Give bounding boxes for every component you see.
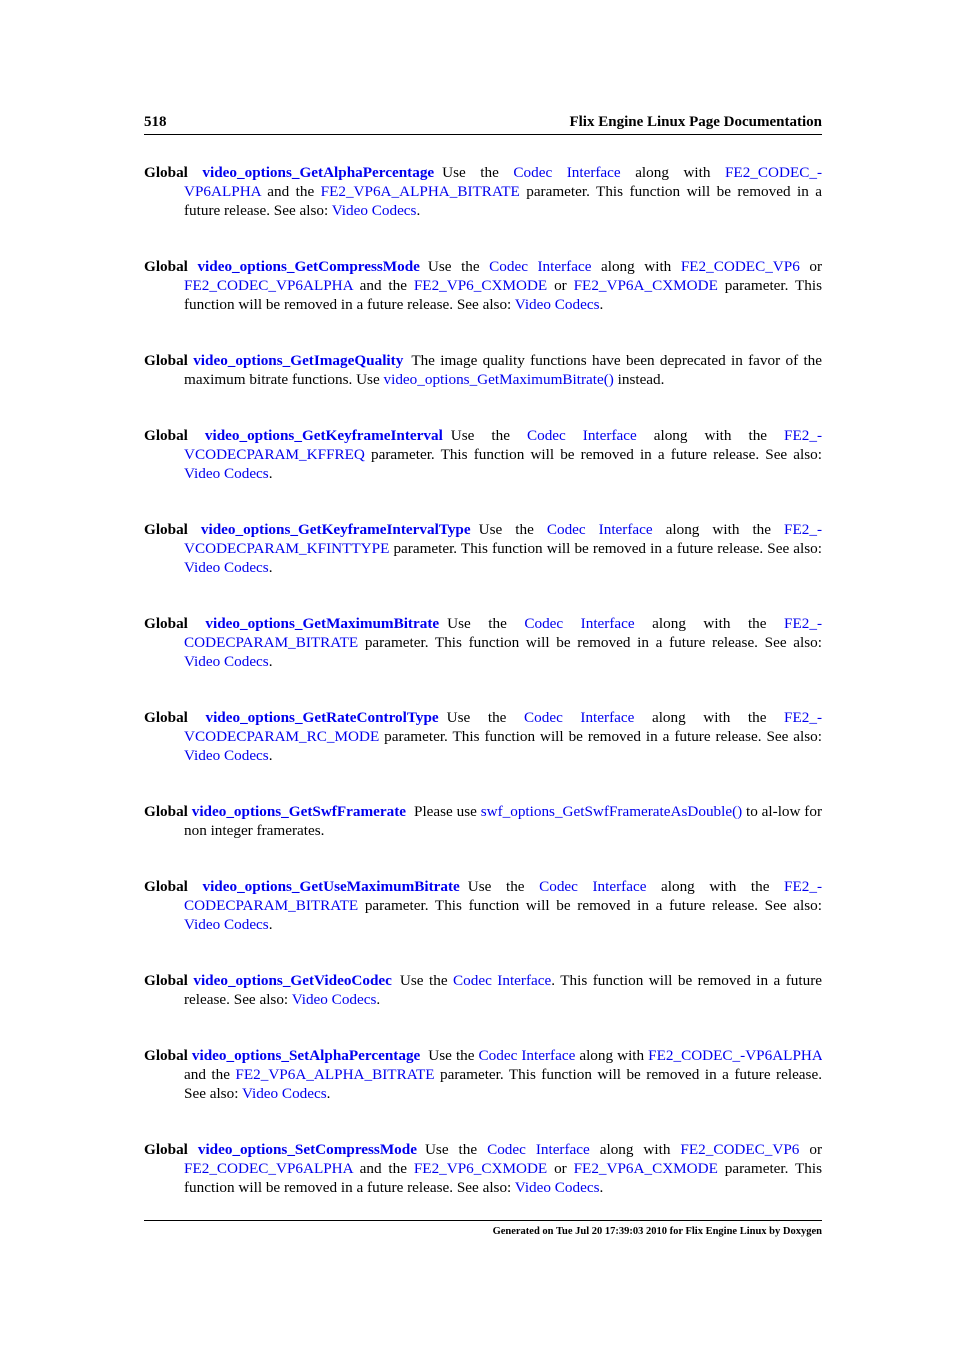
function-link[interactable]: video_options_GetKeyframeIntervalType xyxy=(200,521,471,538)
text: parameter. This function will be removed in a future release. See also: xyxy=(358,897,822,914)
param-link[interactable]: FE2_-VCODECPARAM_KFFREQ xyxy=(184,427,822,463)
page-header xyxy=(144,112,822,135)
entry-get-swf-framerate xyxy=(144,802,822,877)
text: Use the xyxy=(447,615,525,632)
codec-interface-link[interactable]: Codec Interface xyxy=(453,972,552,989)
function-link[interactable]: video_options_GetKeyframeInterval xyxy=(204,427,443,444)
codec-interface-link[interactable]: Codec Interface xyxy=(524,709,635,726)
function-link[interactable]: video_options_GetImageQuality xyxy=(193,352,404,369)
param-link[interactable]: FE2_CODEC_-VP6ALPHA xyxy=(184,164,822,200)
text: parameter. This function will be removed in a future release. See also: xyxy=(379,728,822,745)
codec-interface-link[interactable]: Codec Interface xyxy=(546,521,653,538)
video-codecs-link[interactable]: Video Codecs xyxy=(184,465,269,482)
text: . xyxy=(268,465,273,482)
param-link[interactable]: FE2_VP6A_ALPHA_BITRATE xyxy=(320,183,520,200)
entry-get-compress-mode xyxy=(144,257,822,351)
function-link[interactable]: video_options_GetAlphaPercentage xyxy=(202,164,435,181)
text: Use the xyxy=(399,972,454,989)
param-link[interactable]: FE2_VP6A_CXMODE xyxy=(573,277,718,294)
codec-interface-link[interactable]: Codec Interface xyxy=(526,427,637,444)
text: or xyxy=(799,258,822,275)
text: Use the xyxy=(424,1141,488,1158)
maximum-bitrate-link[interactable]: video_options_GetMaximumBitrate() xyxy=(383,371,614,388)
text: . xyxy=(599,1179,604,1196)
text: or xyxy=(547,1160,574,1177)
global-label: Global xyxy=(144,258,188,275)
text: Use the xyxy=(427,258,490,275)
text: . xyxy=(376,991,381,1008)
swf-framerate-link[interactable]: swf_options_GetSwfFramerateAsDouble() xyxy=(480,803,743,820)
global-label: Global xyxy=(144,352,188,369)
param-link[interactable]: FE2_VP6_CXMODE xyxy=(413,277,548,294)
text: . xyxy=(268,747,273,764)
codec-interface-link[interactable]: Codec Interface xyxy=(489,258,592,275)
text: Use the xyxy=(450,427,527,444)
entry-get-image-quality xyxy=(144,351,822,426)
video-codecs-link[interactable]: Video Codecs xyxy=(331,202,417,219)
global-label: Global xyxy=(144,1047,188,1064)
text: The image quality functions have been deprecated in favor of the maximum bitrate functions. Use xyxy=(184,352,822,388)
global-label: Global xyxy=(144,803,188,820)
global-label: Global xyxy=(144,878,188,895)
param-link[interactable]: FE2_VP6A_ALPHA_BITRATE xyxy=(235,1066,435,1083)
codec-interface-link[interactable]: Codec Interface xyxy=(513,164,621,181)
video-codecs-link[interactable]: Video Codecs xyxy=(184,916,269,933)
function-link[interactable]: video_options_GetSwfFramerate xyxy=(191,803,406,820)
codec-interface-link[interactable]: Codec Interface xyxy=(487,1141,590,1158)
global-label: Global xyxy=(144,164,188,181)
entry-get-use-maximum-bitrate xyxy=(144,877,822,971)
text: and the xyxy=(352,1160,414,1177)
text: and the xyxy=(352,277,414,294)
page-footer: Generated on Tue Jul 20 17:39:03 2010 for Flix Engine Linux by Doxygen xyxy=(144,1220,822,1237)
text: or xyxy=(799,1141,822,1158)
text: to al-low for non integer framerates. xyxy=(184,803,822,839)
text: . This function will be removed in a future release. See also: xyxy=(184,972,822,1008)
video-codecs-link[interactable]: Video Codecs xyxy=(291,991,377,1008)
function-link[interactable]: video_options_SetCompressMode xyxy=(197,1141,417,1158)
page-number: 518 xyxy=(144,114,167,130)
text: instead. xyxy=(613,371,665,388)
text: parameter. This function will be removed in a future release. See also: xyxy=(184,1066,822,1102)
function-link[interactable]: video_options_GetVideoCodec xyxy=(193,972,392,989)
video-codecs-link[interactable]: Video Codecs xyxy=(184,653,269,670)
text: . xyxy=(416,202,421,219)
text: along with xyxy=(589,1141,681,1158)
text: Please use xyxy=(414,803,481,820)
function-link[interactable]: video_options_GetMaximumBitrate xyxy=(205,615,440,632)
global-label: Global xyxy=(144,521,188,538)
function-link[interactable]: video_options_SetAlphaPercentage xyxy=(191,1047,421,1064)
text: Use the xyxy=(442,164,514,181)
entry-get-video-codec xyxy=(144,971,822,1046)
entry-get-alpha-percentage xyxy=(144,163,822,257)
global-label: Global xyxy=(144,427,188,444)
text: parameter. This function will be removed in a future release. See also: xyxy=(184,277,822,313)
param-link[interactable]: FE2_-VCODECPARAM_KFINTTYPE xyxy=(184,521,822,557)
param-link[interactable]: FE2_CODEC_VP6ALPHA xyxy=(184,277,353,294)
global-label: Global xyxy=(144,615,188,632)
codec-interface-link[interactable]: Codec Interface xyxy=(524,615,635,632)
text: along with xyxy=(620,164,725,181)
text: or xyxy=(547,277,574,294)
page-title: Flix Engine Linux Page Documentation xyxy=(569,114,822,130)
param-link[interactable]: FE2_-CODECPARAM_BITRATE xyxy=(184,615,822,651)
text: . xyxy=(268,653,273,670)
text: along with the xyxy=(634,709,785,726)
entry-get-maximum-bitrate xyxy=(144,614,822,708)
text: Use the xyxy=(478,521,547,538)
text: parameter. This function will be removed in a future release. See also: xyxy=(184,183,822,219)
text: along with xyxy=(575,1047,649,1064)
text: parameter. This function will be removed in a future release. See also: xyxy=(389,540,822,557)
param-link[interactable]: FE2_CODEC_VP6 xyxy=(680,258,800,275)
text: . xyxy=(599,296,604,313)
function-link[interactable]: video_options_GetCompressMode xyxy=(197,258,420,275)
text: parameter. This function will be removed in a future release. See also: xyxy=(184,1160,822,1196)
param-link[interactable]: FE2_CODEC_VP6ALPHA xyxy=(184,1160,353,1177)
text: . xyxy=(326,1085,331,1102)
video-codecs-link[interactable]: Video Codecs xyxy=(514,296,600,313)
entry-set-alpha-percentage xyxy=(144,1046,822,1140)
text: Use the xyxy=(446,709,525,726)
text: Use the xyxy=(428,1047,479,1064)
function-link[interactable]: video_options_GetRateControlType xyxy=(205,709,439,726)
text: along with the xyxy=(634,615,785,632)
text: . xyxy=(268,559,273,576)
codec-interface-link[interactable]: Codec Interface xyxy=(478,1047,576,1064)
param-link[interactable]: FE2_CODEC_VP6 xyxy=(680,1141,800,1158)
global-label: Global xyxy=(144,709,188,726)
function-link[interactable]: video_options_GetUseMaximumBitrate xyxy=(202,878,460,895)
text: and the xyxy=(260,183,321,200)
entry-get-keyframe-interval-type xyxy=(144,520,822,614)
video-codecs-link[interactable]: Video Codecs xyxy=(241,1085,327,1102)
video-codecs-link[interactable]: Video Codecs xyxy=(184,747,269,764)
global-label: Global xyxy=(144,972,188,989)
text: Use the xyxy=(467,878,540,895)
text: along with the xyxy=(652,521,785,538)
param-link[interactable]: FE2_CODEC_-VP6ALPHA xyxy=(648,1047,822,1064)
entry-get-rate-control-type xyxy=(144,708,822,802)
param-link[interactable]: FE2_VP6_CXMODE xyxy=(413,1160,548,1177)
text: and the xyxy=(184,1066,236,1083)
text: . xyxy=(268,916,273,933)
param-link[interactable]: FE2_-VCODECPARAM_RC_MODE xyxy=(184,709,822,745)
video-codecs-link[interactable]: Video Codecs xyxy=(184,559,269,576)
video-codecs-link[interactable]: Video Codecs xyxy=(514,1179,600,1196)
text: along with the xyxy=(636,427,785,444)
text: parameter. This function will be removed in a future release. See also: xyxy=(358,634,822,651)
param-link[interactable]: FE2_VP6A_CXMODE xyxy=(573,1160,718,1177)
text: parameter. This function will be removed in a future release. See also: xyxy=(364,446,822,463)
text: along with the xyxy=(646,878,785,895)
entry-get-keyframe-interval xyxy=(144,426,822,520)
deprecated-list xyxy=(144,163,822,1234)
codec-interface-link[interactable]: Codec Interface xyxy=(539,878,647,895)
param-link[interactable]: FE2_-CODECPARAM_BITRATE xyxy=(184,878,822,914)
global-label: Global xyxy=(144,1141,188,1158)
text: along with xyxy=(591,258,681,275)
